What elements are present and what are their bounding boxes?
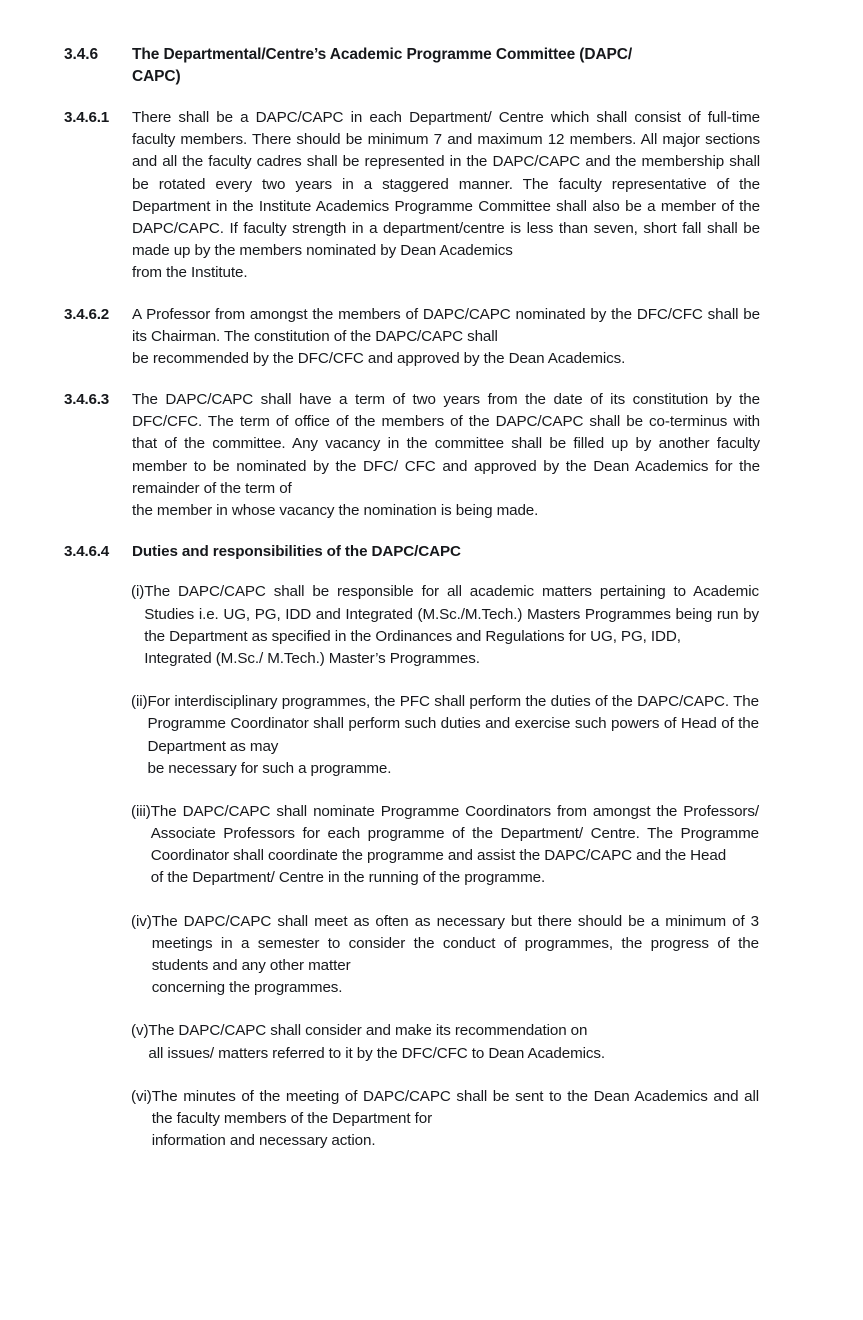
list-item-text — [144, 581, 760, 670]
list-item-paragraph: The DAPC/CAPC shall be responsible for all academic matters pertaining to Academic Studies i.e. UG, PG, IDD and Integrated (M.Sc./M.Tech.) Masters Programmes being run by the Department as specified in the Ordinances and Regulations for UG, PG, IDD, — [144, 583, 759, 645]
list-item-marker: (iii) — [131, 802, 151, 820]
list-item-paragraph-tail: of the Department/ Centre in the running of the programme. — [150, 869, 546, 887]
clause-number: 3.4.6.4 — [64, 543, 110, 561]
section-heading — [64, 44, 760, 88]
clause-paragraph-tail: be recommended by the DFC/CFC and approved by the Dean Academics. — [132, 349, 626, 367]
list-item-marker: (ii) — [131, 693, 148, 711]
list-item-paragraph: The DAPC/CAPC shall meet as often as necessary but there should be a minimum of 3 meetings in a semester to consider the conduct of programmes, the progress of the students and any other matter — [151, 912, 759, 974]
section-title — [132, 44, 760, 88]
section-title-continuation: CAPC) — [132, 68, 181, 85]
list-item-paragraph: The DAPC/CAPC shall consider and make its recommendation on — [148, 1022, 588, 1040]
list-item — [64, 581, 760, 670]
clause-paragraph: The DAPC/CAPC shall have a term of two years from the date of its constitution by the DFC/CFC. The term of office of the members of the DAPC/CAPC shall be co-terminus with that of the committee. Any vacancy in the committee shall be filled up by another faculty member to be nominated by the DFC/ CFC and approved by the Dean Academics for the remainder of the term of — [132, 391, 760, 497]
section-title-text: The Departmental/Centre’s Academic Programme Committee (DAPC/ — [132, 46, 633, 63]
list-item-text — [147, 691, 760, 780]
list-item-marker: (i) — [131, 583, 145, 601]
clause-number: 3.4.6.2 — [64, 305, 110, 323]
list-item — [64, 801, 760, 890]
list-item-text — [148, 1020, 760, 1064]
clause-3-4-6-2 — [64, 304, 760, 371]
list-item-paragraph-tail: Integrated (M.Sc./ M.Tech.) Master’s Programmes. — [144, 649, 480, 667]
list-item-paragraph-tail: be necessary for such a programme. — [147, 759, 392, 777]
list-item-paragraph-tail: concerning the programmes. — [151, 979, 343, 997]
clause-paragraph-tail: from the Institute. — [132, 264, 248, 282]
clause-3-4-6-1 — [64, 107, 760, 285]
list-item-paragraph: For interdisciplinary programmes, the PFC shall perform the duties of the DAPC/CAPC. The Programme Coordinator shall perform such duties and exercise such powers of Head of the Department as may — [147, 693, 759, 755]
clause-text — [132, 107, 760, 285]
list-item — [64, 1086, 760, 1153]
clause-3-4-6-4 — [64, 541, 760, 563]
list-item — [64, 911, 760, 1000]
section-number: 3.4.6 — [64, 46, 98, 63]
list-item-paragraph-tail: all issues/ matters referred to it by the DFC/CFC to Dean Academics. — [148, 1044, 606, 1062]
clause-paragraph: A Professor from amongst the members of DAPC/CAPC nominated by the DFC/CFC shall be its Chairman. The constitution of the DAPC/CAPC shall — [132, 305, 760, 345]
clause-paragraph: There shall be a DAPC/CAPC in each Department/ Centre which shall consist of full-time faculty members. There should be minimum 7 and maximum 12 members. All major sections and all the faculty cadres shall be represented in the DAPC/CAPC and the membership shall be rotated every two years in a staggered manner. The faculty representative of the Department in the Institute Academics Programme Committee shall also be a member of the DAPC/CAPC. If faculty strength in a department/centre is less than seven, short fall shall be made up by the members nominated by Dean Academics — [132, 109, 760, 260]
list-item — [64, 691, 760, 780]
clause-paragraph-tail: the member in whose vacancy the nomination is being made. — [132, 502, 539, 519]
list-item-marker: (v) — [131, 1022, 149, 1040]
clause-number: 3.4.6.3 — [64, 391, 110, 409]
list-item-marker: (iv) — [131, 912, 152, 930]
clause-text — [132, 389, 760, 522]
list-item-text — [152, 911, 760, 1000]
clause-3-4-6-3 — [64, 389, 760, 522]
list-item-paragraph: The DAPC/CAPC shall nominate Programme Coordinators from amongst the Professors/ Associate Professors for each programme of the Department/ Centre. The Programme Coordinator shall coordinate the programme and assist the DAPC/CAPC and the Head — [150, 802, 759, 865]
clause-subheading: Duties and responsibilities of the DAPC/CAPC — [132, 543, 461, 561]
list-item-paragraph: The minutes of the meeting of DAPC/CAPC shall be sent to the Dean Academics and all the faculty members of the Department for — [151, 1087, 759, 1127]
clause-text — [132, 304, 760, 371]
document-body — [64, 44, 760, 1152]
list-item — [64, 1020, 760, 1064]
list-item-paragraph-tail: information and necessary action. — [151, 1132, 376, 1150]
roman-numeral-list — [64, 581, 760, 1152]
list-item-text — [152, 1086, 760, 1153]
list-item-marker: (vi) — [131, 1087, 152, 1105]
list-item-text — [151, 801, 760, 890]
clause-number: 3.4.6.1 — [64, 109, 110, 126]
